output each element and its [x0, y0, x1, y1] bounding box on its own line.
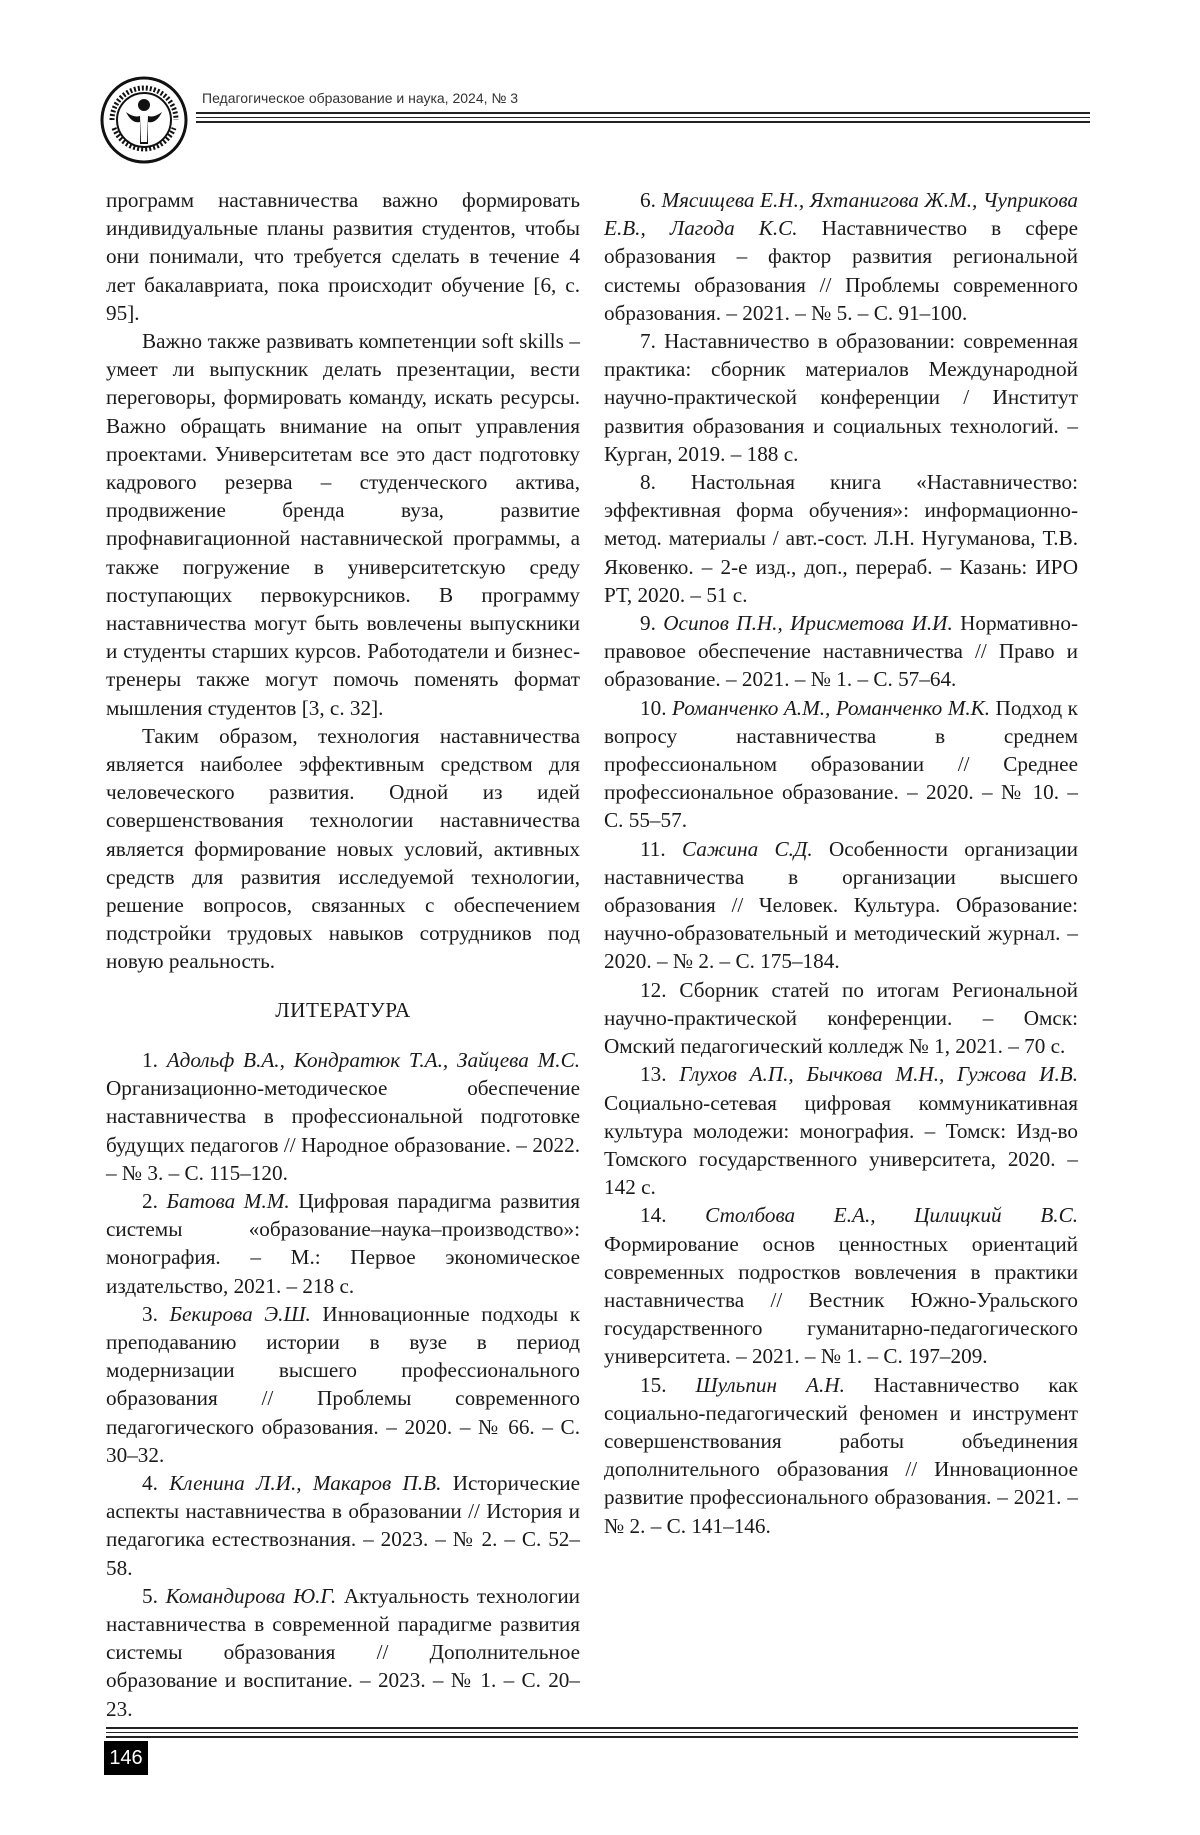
- body-paragraph: программ наставничества важно формировать индивидуальные планы развития студентов, чтобы они понимали, что требуется сделать в течение 4 лет бакалавриата, пока происходит обучение [6, с. 95].: [106, 188, 580, 325]
- journal-title: Педагогическое образование и наука, 2024, № 3: [202, 90, 519, 106]
- reference-number: 8.: [640, 470, 656, 495]
- reference-number: 11.: [640, 836, 666, 861]
- reference-number: 6.: [640, 188, 656, 212]
- references-heading: ЛИТЕРАТУРА: [275, 997, 411, 1022]
- reference-authors: Бекирова Э.Ш.: [169, 1301, 311, 1326]
- reference-authors: Командирова Ю.Г.: [165, 1583, 337, 1608]
- header-rule: [196, 121, 1090, 123]
- reference-text: Инновационные подходы к преподаванию истории в вузе в период модернизации высшего профессионального образования // Проблемы современного педагогического образования. – 2020. – № 66. – С. 30–32.: [106, 1301, 581, 1467]
- reference-text: Наставничество как социально-педагогический феномен и инструмент совершенствования работы объединения дополнительного образования // Инновационное развитие профессионального образования. – 2021. – № 2. – С. 141–146.: [604, 1372, 1078, 1538]
- reference-item: [604, 468, 1078, 609]
- reference-text: Социально-сетевая цифровая коммуникативная культура молодежи: монография. – Томск: Изд-во Томского государственного университета, 2020. – 142 с.: [604, 1090, 1078, 1200]
- reference-number: 1.: [142, 1047, 158, 1072]
- reference-number: 14.: [640, 1203, 667, 1228]
- header-rule: [196, 117, 1090, 118]
- body-paragraph: Важно также развивать компетенции soft skills – умеет ли выпускник делать презентации, вести переговоры, формировать команду, искать ресурсы. Важно обращать внимание на опыт управления проектами. Университетам все это даст подготовку кадрового резерва – студенческого актива, продвижение бренда вуза, развитие профнавигационной наставнической программы, а также погружение в университетскую среду поступающих первокурсников. В программу наставничества могут быть вовлечены выпускники и студенты старших курсов. Работодатели и бизнес-тренеры также могут помочь поменять формат мышления студентов [3, с. 32].: [106, 329, 580, 720]
- reference-number: 12.: [640, 977, 667, 1002]
- reference-item: [106, 1046, 580, 1187]
- reference-number: 10.: [640, 695, 667, 720]
- reference-authors: Глухов А.П., Бычкова М.Н., Гужова И.В.: [679, 1062, 1078, 1087]
- reference-number: 9.: [640, 611, 656, 636]
- reference-authors: Батова М.М.: [166, 1188, 290, 1213]
- reference-text: Организационно-методическое обеспечение наставничества в профессиональной подготовке будущих педагогов // Народное образование. – 2022. – № 3. – С. 115–120.: [106, 1076, 580, 1185]
- reference-text: Формирование основ ценностных ориентаций современных подростков вовлечения в практики наставничества // Вестник Южно-Уральского государственного гуманитарно-педагогического университета. – 2021. – № 1. – С. 197–209.: [604, 1231, 1078, 1369]
- reference-authors: Шульпин А.Н.: [695, 1372, 845, 1397]
- reference-item: [106, 1469, 580, 1582]
- reference-item: [604, 1060, 1078, 1201]
- reference-number: 5.: [142, 1583, 158, 1608]
- footer-rule: [106, 1736, 1078, 1738]
- reference-authors: Мясищева Е.Н., Яхтанигова Ж.М., Чуприкова Е.В., Лагода К.С.: [604, 188, 1078, 241]
- reference-item: [604, 327, 1078, 468]
- reference-authors: Романченко А.М., Романченко М.К.: [672, 695, 991, 720]
- reference-authors: Осипов П.Н., Ирисметова И.И.: [663, 611, 953, 636]
- right-column: [604, 186, 1078, 1540]
- reference-item: [604, 976, 1078, 1061]
- reference-item: [106, 1300, 580, 1469]
- reference-text: Сборник статей по итогам Региональной научно-практической конференции. – Омск: Омский педагогический колледж № 1, 2021. – 70 с.: [604, 977, 1079, 1059]
- footer-rule: [106, 1727, 1078, 1729]
- journal-emblem-icon: [100, 76, 188, 164]
- reference-text: Цифровая парадигма развития системы «образование–наука–производство»: монография. – М.: Первое экономическое издательство, 2021. – 218 с.: [106, 1188, 581, 1298]
- left-column: [106, 186, 580, 1723]
- reference-item: [604, 1201, 1078, 1370]
- reference-item: [604, 186, 1078, 327]
- reference-item: [604, 835, 1078, 976]
- reference-text: Актуальность технологии наставничества в современной парадигме развития системы образования // Дополнительное образование и воспитание. – 2023. – № 1. – С. 20–23.: [106, 1583, 581, 1721]
- reference-number: 2.: [142, 1188, 158, 1213]
- reference-text: Нормативно-правовое обеспечение наставничества // Право и образование. – 2021. – № 1. – С. 57–64.: [604, 611, 1078, 692]
- reference-authors: Столбова Е.А., Цилицкий В.С.: [705, 1203, 1078, 1228]
- reference-item: [106, 1187, 580, 1300]
- footer-rule: [106, 1732, 1078, 1733]
- page-number: 146: [104, 1741, 148, 1775]
- reference-number: 3.: [142, 1301, 158, 1326]
- reference-item: [604, 1371, 1078, 1540]
- reference-text: Наставничество в сфере образования – фактор развития региональной системы образования // Проблемы современного образования. – 2021. – № 5. – С. 91–100.: [604, 216, 1079, 325]
- reference-number: 7.: [640, 329, 656, 354]
- header-rule: [196, 112, 1090, 114]
- reference-item: [604, 609, 1078, 694]
- reference-item: [106, 1582, 580, 1723]
- references-list-right: [604, 186, 1078, 1540]
- reference-number: 15.: [640, 1372, 667, 1397]
- references-list-left: [106, 1046, 580, 1723]
- reference-authors: Сажина С.Д.: [681, 836, 813, 861]
- reference-text: Особенности организации наставничества в организации высшего образования // Человек. Культура. Образование: научно-образовательный и методический журнал. – 2020. – № 2. – С. 175–184.: [604, 836, 1078, 974]
- reference-authors: Адольф В.А., Кондратюк Т.А., Зайцева М.С.: [166, 1047, 580, 1072]
- reference-item: [604, 694, 1078, 835]
- body-paragraph: Таким образом, технология наставничества является наиболее эффективным средством для человеческого развития. Одной из идей совершенствования технологии наставничества является формирование новых условий, активных средств для развития исследуемой технологии, решение вопросов, связанных с обеспечением подстройки трудовых навыков сотрудников под новую реальность.: [106, 723, 580, 974]
- reference-text: Настольная книга «Наставничество: эффективная форма обучения»: информационно-метод. материалы / авт.-сост. Л.Н. Нугуманова, Т.В. Яковенко. – 2-е изд., доп., перераб. – Казань: ИРО РТ, 2020. – 51 с.: [604, 470, 1079, 607]
- reference-number: 13.: [640, 1062, 667, 1087]
- reference-authors: Кленина Л.И., Макаров П.В.: [169, 1470, 442, 1495]
- reference-text: Наставничество в образовании: современная практика: сборник материалов Международной научно-практической конференции / Институт развития образования и социальных технологий. – Курган, 2019. – 188 с.: [604, 329, 1078, 466]
- page-header: [100, 76, 1090, 176]
- reference-text: Исторические аспекты наставничества в образовании // История и педагогика естествознания. – 2023. – № 2. – С. 52–58.: [106, 1470, 580, 1580]
- reference-text: Подход к вопросу наставничества в среднем профессиональном образовании // Среднее профессиональное образование. – 2020. – № 10. – С. 55–57.: [604, 695, 1078, 833]
- reference-number: 4.: [142, 1470, 158, 1495]
